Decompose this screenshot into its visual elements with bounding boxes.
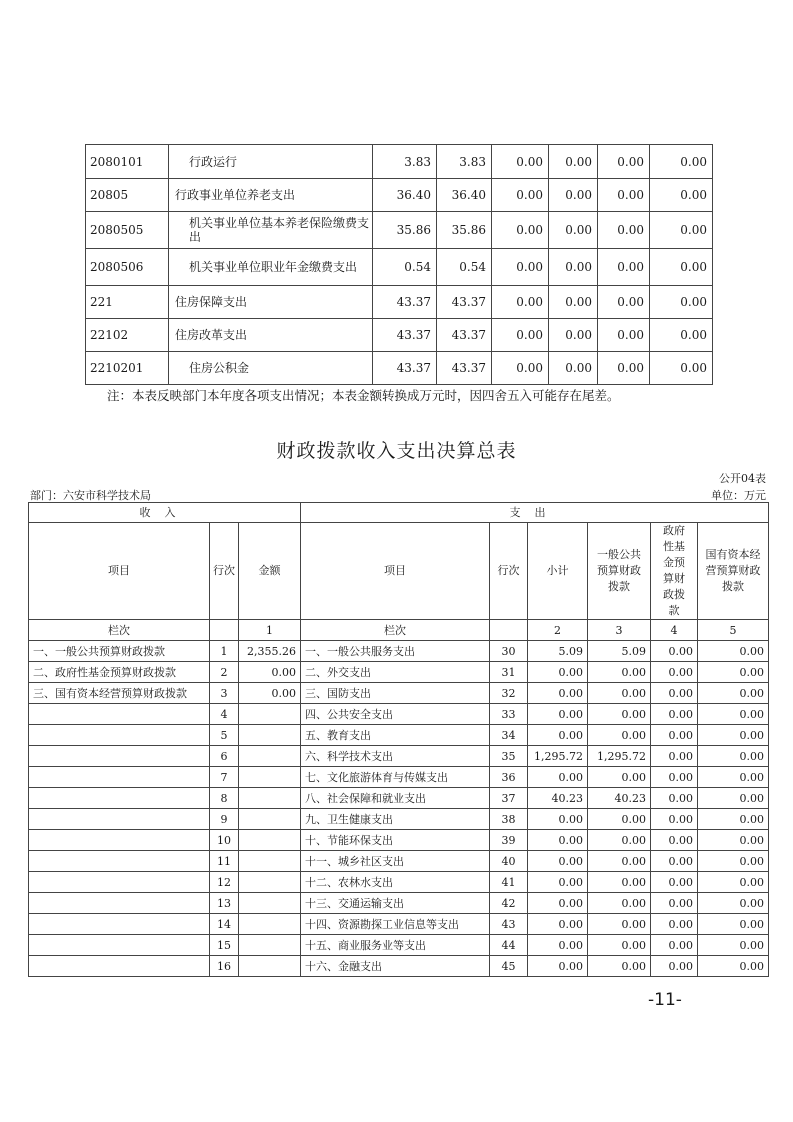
- subtotal-amount: 0.00: [528, 662, 588, 683]
- general-budget-amount: 0.00: [588, 935, 651, 956]
- expense-item: 八、社会保障和就业支出: [301, 788, 490, 809]
- subject-code: 2080505: [86, 212, 169, 249]
- gov-fund-amount: 0.00: [651, 704, 698, 725]
- expense-detail-table: [85, 144, 713, 385]
- gov-fund-amount: 0.00: [651, 935, 698, 956]
- subject-code: 2080506: [86, 249, 169, 286]
- amount-cell: 0.00: [549, 352, 598, 385]
- income-amount: [239, 788, 301, 809]
- income-item: [29, 704, 210, 725]
- subtotal-header: 小计: [528, 523, 588, 620]
- income-line: 3: [210, 683, 239, 704]
- table-row: [29, 956, 769, 977]
- income-group-header: 收入: [29, 503, 301, 523]
- expense-item: 九、卫生健康支出: [301, 809, 490, 830]
- subject-name: 机关事业单位基本养老保险缴费支出: [169, 212, 373, 249]
- state-capital-amount: 0.00: [698, 809, 769, 830]
- gov-fund-amount: 0.00: [651, 872, 698, 893]
- state-capital-amount: 0.00: [698, 788, 769, 809]
- amount-cell: 0.54: [373, 249, 437, 286]
- gov-fund-amount: 0.00: [651, 893, 698, 914]
- expense-line: 35: [490, 746, 528, 767]
- subject-code: 2210201: [86, 352, 169, 385]
- income-line-header: 行次: [210, 523, 239, 620]
- general-budget-amount: 0.00: [588, 662, 651, 683]
- table-row: [29, 788, 769, 809]
- subject-code: 20805: [86, 179, 169, 212]
- table-row: [86, 145, 713, 179]
- subtotal-amount: 0.00: [528, 935, 588, 956]
- amount-cell: 0.00: [549, 286, 598, 319]
- amount-cell: 0.00: [650, 249, 713, 286]
- table-row: [29, 893, 769, 914]
- expense-item: 十、节能环保支出: [301, 830, 490, 851]
- income-line: 7: [210, 767, 239, 788]
- page-title: 财政拨款收入支出决算总表: [276, 440, 517, 462]
- income-amount: [239, 725, 301, 746]
- income-item: [29, 725, 210, 746]
- amount-cell: 43.37: [373, 319, 437, 352]
- general-budget-header: 一般公共预算财政拨款: [588, 523, 651, 620]
- table-row: [86, 179, 713, 212]
- state-capital-amount: 0.00: [698, 725, 769, 746]
- table-row: [29, 725, 769, 746]
- income-item: [29, 914, 210, 935]
- amount-cell: 43.37: [373, 286, 437, 319]
- income-item: [29, 851, 210, 872]
- state-capital-amount: 0.00: [698, 830, 769, 851]
- gov-fund-amount: 0.00: [651, 725, 698, 746]
- expense-line-header: 行次: [490, 523, 528, 620]
- general-budget-amount: 1,295.72: [588, 746, 651, 767]
- table-row: [29, 914, 769, 935]
- expense-item: 二、外交支出: [301, 662, 490, 683]
- general-budget-amount: 0.00: [588, 767, 651, 788]
- gov-fund-amount: 0.00: [651, 788, 698, 809]
- gov-fund-amount: 0.00: [651, 662, 698, 683]
- expense-item: 十一、城乡社区支出: [301, 851, 490, 872]
- amount-cell: 0.00: [549, 179, 598, 212]
- form-number: 公开04表: [719, 472, 766, 485]
- income-line: 15: [210, 935, 239, 956]
- amount-cell: 0.00: [492, 145, 549, 179]
- column-index-5: 5: [698, 620, 769, 641]
- income-amount: [239, 851, 301, 872]
- amount-cell: 0.00: [650, 286, 713, 319]
- subtotal-amount: 0.00: [528, 872, 588, 893]
- column-index-3: 3: [588, 620, 651, 641]
- amount-cell: 43.37: [437, 286, 492, 319]
- amount-cell: 0.00: [650, 179, 713, 212]
- state-capital-amount: 0.00: [698, 704, 769, 725]
- income-line: 13: [210, 893, 239, 914]
- income-amount: 2,355.26: [239, 641, 301, 662]
- subtotal-amount: 0.00: [528, 704, 588, 725]
- amount-cell: 0.00: [492, 179, 549, 212]
- amount-cell: 43.37: [437, 319, 492, 352]
- subject-code: 22102: [86, 319, 169, 352]
- amount-cell: 0.00: [549, 212, 598, 249]
- income-item: [29, 809, 210, 830]
- amount-cell: 0.00: [492, 286, 549, 319]
- subtotal-amount: 0.00: [528, 809, 588, 830]
- general-budget-amount: 0.00: [588, 851, 651, 872]
- table-row: [86, 286, 713, 319]
- general-budget-amount: 0.00: [588, 725, 651, 746]
- table-row: [29, 830, 769, 851]
- subject-code: 221: [86, 286, 169, 319]
- state-capital-amount: 0.00: [698, 851, 769, 872]
- state-capital-amount: 0.00: [698, 683, 769, 704]
- subject-name: 行政事业单位养老支出: [169, 179, 373, 212]
- income-item: [29, 788, 210, 809]
- amount-cell: 3.83: [437, 145, 492, 179]
- gov-fund-amount: 0.00: [651, 809, 698, 830]
- income-amount: [239, 746, 301, 767]
- income-amount: [239, 956, 301, 977]
- expense-line: 32: [490, 683, 528, 704]
- income-line: 5: [210, 725, 239, 746]
- general-budget-amount: 0.00: [588, 704, 651, 725]
- general-budget-amount: 0.00: [588, 830, 651, 851]
- subtotal-amount: 0.00: [528, 767, 588, 788]
- amount-cell: 0.00: [549, 249, 598, 286]
- expense-line: 44: [490, 935, 528, 956]
- subtotal-amount: 5.09: [528, 641, 588, 662]
- income-item: [29, 935, 210, 956]
- expense-item-header: 项目: [301, 523, 490, 620]
- income-line: 12: [210, 872, 239, 893]
- amount-cell: 0.00: [598, 352, 650, 385]
- income-item: [29, 830, 210, 851]
- expense-item: 十二、农林水支出: [301, 872, 490, 893]
- table-row: [29, 683, 769, 704]
- income-item: [29, 956, 210, 977]
- expense-item: 十四、资源勘探工业信息等支出: [301, 914, 490, 935]
- column-index-2: 2: [528, 620, 588, 641]
- amount-cell: 35.86: [437, 212, 492, 249]
- table-row: [86, 352, 713, 385]
- income-amount: [239, 893, 301, 914]
- table-row: [29, 935, 769, 956]
- amount-cell: 0.00: [598, 249, 650, 286]
- state-capital-amount: 0.00: [698, 767, 769, 788]
- amount-cell: 0.00: [549, 145, 598, 179]
- expense-line: 40: [490, 851, 528, 872]
- table-row: [29, 746, 769, 767]
- income-line: 8: [210, 788, 239, 809]
- amount-cell: 3.83: [373, 145, 437, 179]
- income-amount: [239, 704, 301, 725]
- general-budget-amount: 0.00: [588, 893, 651, 914]
- amount-cell: 43.37: [373, 352, 437, 385]
- unit-label: 单位：万元: [711, 489, 766, 502]
- column-index-4: 4: [651, 620, 698, 641]
- table-row: [29, 809, 769, 830]
- general-budget-amount: 0.00: [588, 683, 651, 704]
- subject-name: 行政运行: [169, 145, 373, 179]
- table-row: [29, 767, 769, 788]
- amount-cell: 0.00: [650, 319, 713, 352]
- income-amount: 0.00: [239, 662, 301, 683]
- gov-fund-amount: 0.00: [651, 641, 698, 662]
- income-item: [29, 746, 210, 767]
- column-index-1: 1: [239, 620, 301, 641]
- amount-cell: 43.37: [437, 352, 492, 385]
- gov-fund-amount: 0.00: [651, 683, 698, 704]
- general-budget-amount: 0.00: [588, 956, 651, 977]
- amount-cell: 0.00: [492, 212, 549, 249]
- amount-cell: 0.00: [650, 352, 713, 385]
- state-capital-header: 国有资本经营预算财政拨款: [698, 523, 769, 620]
- subject-name: 机关事业单位职业年金缴费支出: [169, 249, 373, 286]
- table-row: [29, 704, 769, 725]
- general-budget-amount: 40.23: [588, 788, 651, 809]
- expense-line: 36: [490, 767, 528, 788]
- amount-cell: 0.00: [492, 319, 549, 352]
- subtotal-amount: 0.00: [528, 683, 588, 704]
- income-item: 二、政府性基金预算财政拨款: [29, 662, 210, 683]
- income-item: 一、一般公共预算财政拨款: [29, 641, 210, 662]
- column-index-empty: [210, 620, 239, 641]
- expense-line: 42: [490, 893, 528, 914]
- expense-line: 38: [490, 809, 528, 830]
- general-budget-amount: 0.00: [588, 872, 651, 893]
- expense-item: 六、科学技术支出: [301, 746, 490, 767]
- subtotal-amount: 0.00: [528, 851, 588, 872]
- amount-cell: 0.00: [549, 319, 598, 352]
- expense-line: 30: [490, 641, 528, 662]
- expense-group-header: 支出: [301, 503, 769, 523]
- expense-item: 十六、金融支出: [301, 956, 490, 977]
- gov-fund-header: 政府性基金预算财政拨款: [651, 523, 698, 620]
- subject-name: 住房保障支出: [169, 286, 373, 319]
- expense-line: 43: [490, 914, 528, 935]
- expense-item: 一、一般公共服务支出: [301, 641, 490, 662]
- income-amount: [239, 872, 301, 893]
- state-capital-amount: 0.00: [698, 956, 769, 977]
- general-budget-amount: 5.09: [588, 641, 651, 662]
- state-capital-amount: 0.00: [698, 893, 769, 914]
- column-index-label: 栏次: [29, 620, 210, 641]
- amount-cell: 36.40: [437, 179, 492, 212]
- income-line: 6: [210, 746, 239, 767]
- income-item: 三、国有资本经营预算财政拨款: [29, 683, 210, 704]
- amount-cell: 0.00: [598, 179, 650, 212]
- gov-fund-amount: 0.00: [651, 746, 698, 767]
- subject-name: 住房公积金: [169, 352, 373, 385]
- expense-line: 45: [490, 956, 528, 977]
- income-item: [29, 893, 210, 914]
- table-row: [29, 662, 769, 683]
- income-line: 16: [210, 956, 239, 977]
- state-capital-amount: 0.00: [698, 914, 769, 935]
- page-number: -11-: [648, 990, 682, 1010]
- expense-item: 五、教育支出: [301, 725, 490, 746]
- income-line: 9: [210, 809, 239, 830]
- gov-fund-amount: 0.00: [651, 956, 698, 977]
- income-amount: 0.00: [239, 683, 301, 704]
- general-budget-amount: 0.00: [588, 809, 651, 830]
- income-amount: [239, 914, 301, 935]
- amount-cell: 0.00: [650, 212, 713, 249]
- state-capital-amount: 0.00: [698, 746, 769, 767]
- expense-item: 十五、商业服务业等支出: [301, 935, 490, 956]
- amount-cell: 0.00: [492, 352, 549, 385]
- amount-cell: 0.00: [598, 212, 650, 249]
- expense-line: 33: [490, 704, 528, 725]
- state-capital-amount: 0.00: [698, 641, 769, 662]
- income-line: 4: [210, 704, 239, 725]
- expense-line: 39: [490, 830, 528, 851]
- income-line: 14: [210, 914, 239, 935]
- expense-line: 37: [490, 788, 528, 809]
- income-line: 1: [210, 641, 239, 662]
- state-capital-amount: 0.00: [698, 662, 769, 683]
- gov-fund-amount: 0.00: [651, 851, 698, 872]
- subject-name: 住房改革支出: [169, 319, 373, 352]
- amount-cell: 0.54: [437, 249, 492, 286]
- subtotal-amount: 0.00: [528, 725, 588, 746]
- income-item: [29, 872, 210, 893]
- amount-cell: 0.00: [492, 249, 549, 286]
- income-amount-header: 金额: [239, 523, 301, 620]
- income-line: 2: [210, 662, 239, 683]
- income-item: [29, 767, 210, 788]
- column-index-empty: [490, 620, 528, 641]
- amount-cell: 0.00: [598, 286, 650, 319]
- subtotal-amount: 0.00: [528, 830, 588, 851]
- income-item-header: 项目: [29, 523, 210, 620]
- table-row: [29, 851, 769, 872]
- amount-cell: 35.86: [373, 212, 437, 249]
- department-label: 部门：六安市科学技术局: [30, 489, 151, 502]
- expense-line: 41: [490, 872, 528, 893]
- table-row: [86, 212, 713, 249]
- amount-cell: 0.00: [650, 145, 713, 179]
- expense-line: 34: [490, 725, 528, 746]
- table-row: [29, 641, 769, 662]
- subtotal-amount: 0.00: [528, 914, 588, 935]
- table-row: [29, 872, 769, 893]
- amount-cell: 36.40: [373, 179, 437, 212]
- income-amount: [239, 830, 301, 851]
- gov-fund-amount: 0.00: [651, 914, 698, 935]
- subtotal-amount: 40.23: [528, 788, 588, 809]
- general-budget-amount: 0.00: [588, 914, 651, 935]
- income-amount: [239, 935, 301, 956]
- income-amount: [239, 809, 301, 830]
- amount-cell: 0.00: [598, 319, 650, 352]
- fiscal-appropriation-summary-table: [28, 502, 769, 977]
- table-note: 注：本表反映部门本年度各项支出情况；本表金额转换成万元时，因四舍五入可能存在尾差。: [107, 388, 620, 403]
- column-index-label: 栏次: [301, 620, 490, 641]
- income-line: 10: [210, 830, 239, 851]
- expense-item: 四、公共安全支出: [301, 704, 490, 725]
- subtotal-amount: 0.00: [528, 956, 588, 977]
- state-capital-amount: 0.00: [698, 872, 769, 893]
- state-capital-amount: 0.00: [698, 935, 769, 956]
- expense-item: 三、国防支出: [301, 683, 490, 704]
- expense-line: 31: [490, 662, 528, 683]
- gov-fund-amount: 0.00: [651, 830, 698, 851]
- subtotal-amount: 1,295.72: [528, 746, 588, 767]
- table-row: [86, 319, 713, 352]
- amount-cell: 0.00: [598, 145, 650, 179]
- gov-fund-amount: 0.00: [651, 767, 698, 788]
- table-row: [86, 249, 713, 286]
- income-line: 11: [210, 851, 239, 872]
- expense-item: 七、文化旅游体育与传媒支出: [301, 767, 490, 788]
- income-amount: [239, 767, 301, 788]
- subtotal-amount: 0.00: [528, 893, 588, 914]
- subject-code: 2080101: [86, 145, 169, 179]
- expense-item: 十三、交通运输支出: [301, 893, 490, 914]
